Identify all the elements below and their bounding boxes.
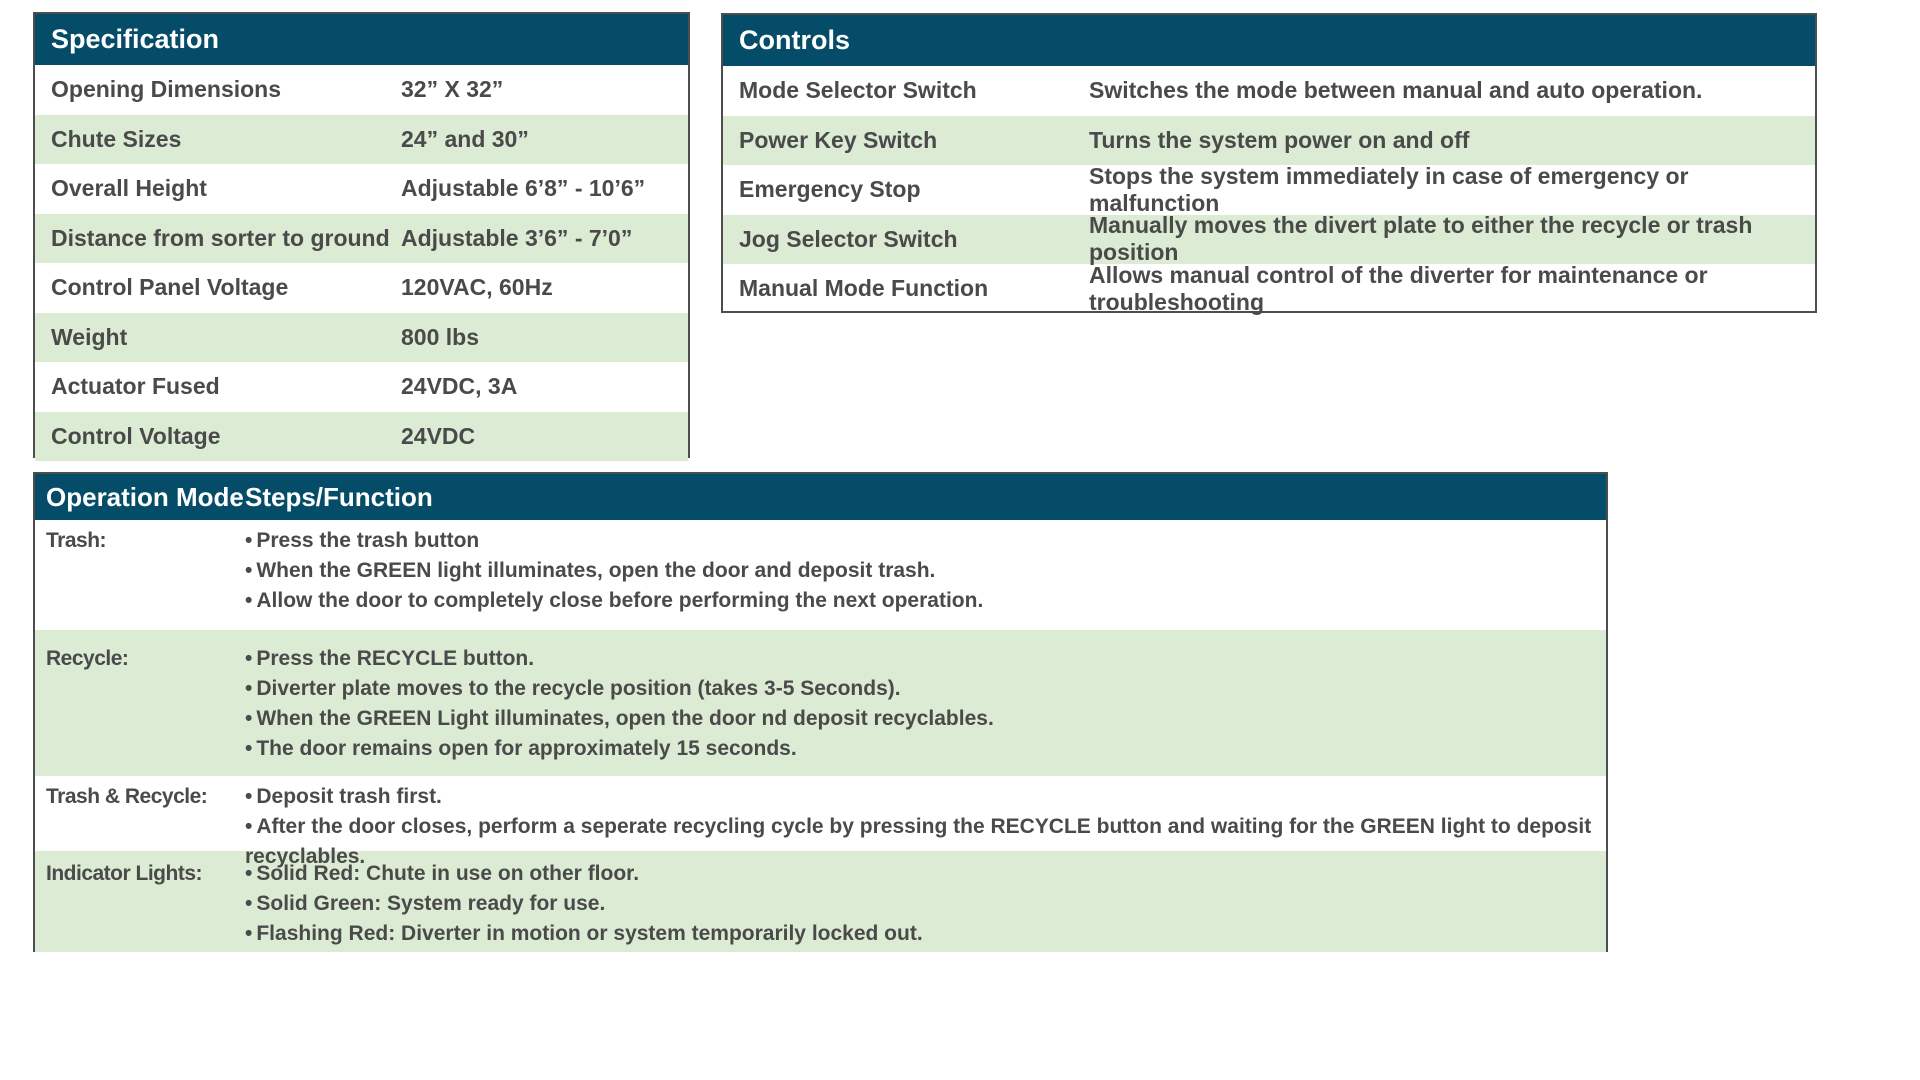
step-item: • Solid Green: System ready for use.: [245, 889, 1606, 919]
controls-title: Controls: [723, 15, 1815, 66]
step-item: • When the GREEN Light illuminates, open the door nd deposit recyclables.: [245, 704, 1606, 734]
specification-table: [33, 12, 690, 458]
steps-list: [245, 644, 1606, 776]
control-label: Mode Selector Switch: [739, 77, 977, 104]
spec-row: [35, 65, 688, 115]
operation-row-trash: [35, 520, 1606, 630]
step-item: • Deposit trash first.: [245, 782, 1606, 812]
operation-mode-label: Indicator Lights:: [46, 862, 202, 885]
spec-row: [35, 362, 688, 412]
spec-label: Distance from sorter to ground: [51, 224, 390, 251]
spec-row: [35, 214, 688, 264]
spec-label: Overall Height: [51, 175, 207, 202]
control-row: [723, 162, 1815, 216]
control-row: [723, 212, 1815, 266]
spec-label: Control Panel Voltage: [51, 274, 289, 301]
control-row: [723, 261, 1815, 315]
spec-value: 24VDC, 3A: [401, 373, 518, 400]
step-item: • After the door closes, perform a seperate recycling cycle by pressing the RECYCLE button and waiting for the GREEN light to deposit recyclables.: [245, 812, 1606, 872]
control-label: Jog Selector Switch: [739, 225, 958, 252]
control-label: Emergency Stop: [739, 176, 921, 203]
step-item: • Solid Red: Chute in use on other floor.: [245, 859, 1606, 889]
operation-row-recycle: [35, 630, 1606, 776]
spec-label: Chute Sizes: [51, 125, 182, 152]
spec-value: 24” and 30”: [401, 125, 529, 152]
control-description: Allows manual control of the diverter for maintenance or troubleshooting: [1089, 261, 1708, 315]
control-label: Manual Mode Function: [739, 275, 989, 302]
operation-row-trash-recycle: [35, 776, 1606, 868]
step-item: • Allow the door to completely close before performing the next operation.: [245, 586, 1606, 616]
operation-row-indicator-lights: [35, 851, 1606, 952]
step-item: • Flashing Red: Diverter in motion or system temporarily locked out.: [245, 919, 1606, 949]
control-description: Turns the system power on and off: [1089, 126, 1470, 153]
step-item: • When the GREEN light illuminates, open the door and deposit trash.: [245, 556, 1606, 586]
spec-label: Actuator Fused: [51, 373, 220, 400]
control-row: [723, 66, 1815, 116]
operation-mode-heading: Operation Mode: [46, 481, 244, 512]
operation-header: [35, 474, 1606, 520]
spec-value: Adjustable 3’6” - 7’0”: [401, 224, 633, 251]
step-item: • Press the RECYCLE button.: [245, 644, 1606, 674]
steps-list: [245, 526, 1606, 630]
spec-value: 120VAC, 60Hz: [401, 274, 553, 301]
operation-mode-label: Recycle:: [46, 647, 129, 670]
operation-mode-label: Trash:: [46, 529, 107, 552]
controls-table: [721, 13, 1817, 313]
control-description: Stops the system immediately in case of emergency or malfunction: [1089, 162, 1689, 216]
spec-row: [35, 115, 688, 165]
control-label: Power Key Switch: [739, 126, 938, 153]
step-item: • Press the trash button: [245, 526, 1606, 556]
spec-value: 24VDC: [401, 422, 476, 449]
spec-label: Opening Dimensions: [51, 76, 282, 103]
spec-label: Weight: [51, 323, 128, 350]
control-description: Switches the mode between manual and auto operation.: [1089, 77, 1703, 104]
steps-list: [245, 859, 1606, 952]
steps-list: [245, 782, 1606, 868]
spec-row: [35, 164, 688, 214]
spec-row: [35, 263, 688, 313]
control-row: [723, 116, 1815, 166]
spec-row: [35, 313, 688, 363]
spec-value: 32” X 32”: [401, 76, 504, 103]
spec-label: Control Voltage: [51, 422, 221, 449]
control-description: Manually moves the divert plate to either the recycle or trash position: [1089, 212, 1753, 266]
steps-function-heading: Steps/Function: [245, 481, 433, 512]
step-item: • Diverter plate moves to the recycle position (takes 3-5 Seconds).: [245, 674, 1606, 704]
spec-row: [35, 412, 688, 462]
operation-table: [33, 472, 1608, 952]
operation-mode-label: Trash & Recycle:: [46, 785, 208, 808]
spec-value: Adjustable 6’8” - 10’6”: [401, 175, 646, 202]
step-item: • The door remains open for approximately 15 seconds.: [245, 734, 1606, 764]
specification-title: Specification: [35, 14, 688, 65]
spec-value: 800 lbs: [401, 323, 479, 350]
